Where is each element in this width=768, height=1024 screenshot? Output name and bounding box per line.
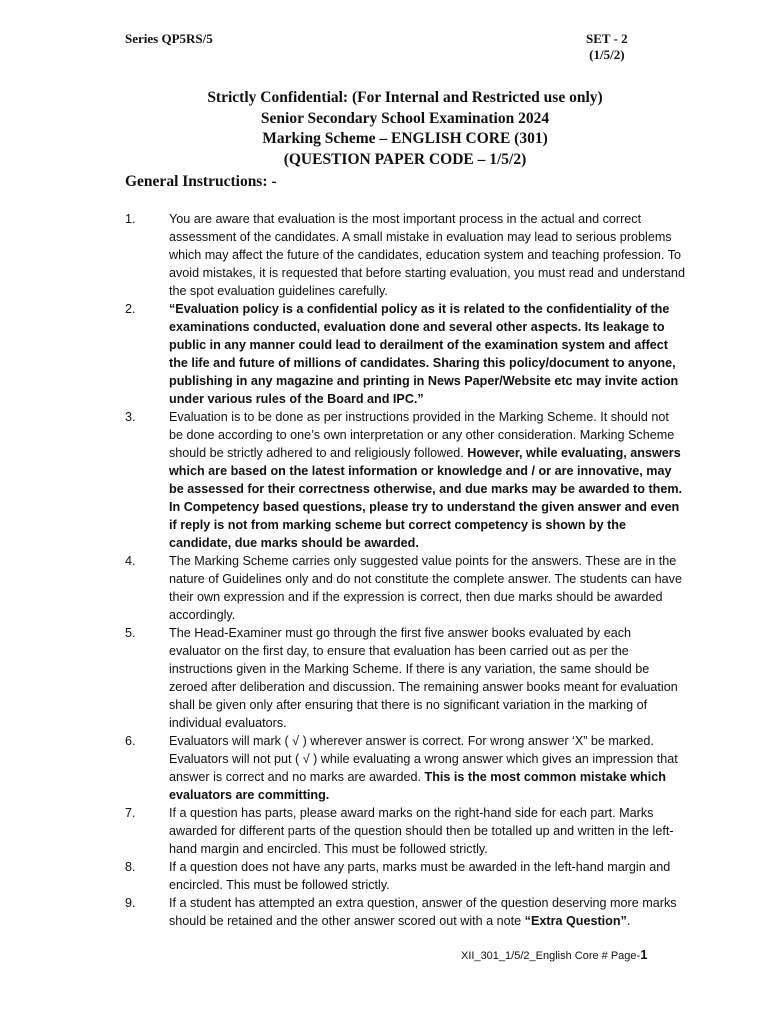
title-marking-scheme: Marking Scheme – ENGLISH CORE (301) xyxy=(262,130,548,147)
instruction-text xyxy=(169,300,685,408)
instruction-text-run: Evaluation is to be done as per instructions provided in the Marking Scheme. It should not be done according to one’s own interpretation or any other consideration. Marking Scheme should be strictly adhered to and religiously followed. xyxy=(169,410,675,460)
instruction-text-run: Evaluators will mark ( √ ) wherever answer is correct. For wrong answer ‘X” be marked. Evaluators will not put ( √ ) while evaluating a wrong answer which gives an impression that answer is correct and no marks are awarded. xyxy=(169,734,678,784)
instruction-text xyxy=(169,408,685,552)
instruction-item xyxy=(125,300,685,408)
title-paper-code: (QUESTION PAPER CODE – 1/5/2) xyxy=(283,150,527,168)
instruction-text-run: If a student has attempted an extra question, answer of the question deserving more marks should be retained and the other answer scored out with a note xyxy=(169,896,677,928)
instruction-text xyxy=(169,732,685,804)
instruction-text-run: You are aware that evaluation is the most important process in the actual and correct assessment of the candidates. A small mistake in evaluation may lead to serious problems which may affect the future of the candidates, education system and teaching profession. To avoid mistakes, it is requested that before starting evaluation, you must read and understand the spot evaluation guidelines carefully. xyxy=(169,212,685,298)
instruction-text xyxy=(169,894,685,930)
instruction-item xyxy=(125,732,685,804)
instruction-number: 9. xyxy=(125,896,136,910)
instruction-item xyxy=(125,894,685,930)
instruction-number: 5. xyxy=(125,626,136,640)
instruction-item xyxy=(125,210,685,300)
set-number: SET - 2 xyxy=(586,31,628,46)
instruction-text xyxy=(169,552,685,624)
title-exam: Senior Secondary School Examination 2024 xyxy=(260,109,550,127)
instruction-number: 1. xyxy=(125,212,136,226)
instruction-number: 6. xyxy=(125,734,136,748)
document-titles xyxy=(0,88,768,170)
instruction-item xyxy=(125,804,685,858)
instruction-item xyxy=(125,408,685,552)
instruction-text-run: The Head-Examiner must go through the first five answer books evaluated by each evaluator on the first day, to ensure that evaluation has been carried out as per the instructions given in the Marking Scheme. If there is any variation, the same should be zeroed after deliberation and discussion. The remaining answer books meant for evaluation shall be given only after ensuring that there is no significant variation in the marking of individual evaluators. xyxy=(169,626,678,730)
series-code: Series QP5RS/5 xyxy=(125,31,213,46)
instruction-text-run: The Marking Scheme carries only suggested value points for the answers. These are in the nature of Guidelines only and do not constitute the complete answer. The students can have their own expression and if the expression is correct, then due marks should be awarded accordingly. xyxy=(169,554,682,622)
instruction-number: 3. xyxy=(125,410,136,424)
instruction-text-bold: “Extra Question” xyxy=(524,914,627,928)
instructions-list xyxy=(125,210,685,930)
page-footer xyxy=(461,947,647,962)
instruction-text-bold: “Evaluation policy is a confidential policy as it is related to the confidentiality of the examinations conducted, evaluation done and several other aspects. Its leakage to public in any manner could lead to derailment of the examination system and affect the life and future of millions of candidates. Sharing this policy/document to anyone, publishing in any magazine and printing in News Paper/Website etc may invite action under various rules of the Board and IPC.” xyxy=(169,302,679,406)
instruction-text-bold: This is the most common mistake which evaluators are committing. xyxy=(169,770,666,802)
instruction-text-run: If a question has parts, please award marks on the right-hand side for each part. Marks awarded for different parts of the question should then be totalled up and written in the left-hand margin and encircled. This must be followed strictly. xyxy=(169,806,674,856)
instruction-text xyxy=(169,624,685,732)
instruction-number: 7. xyxy=(125,806,136,820)
set-label xyxy=(586,31,628,63)
instruction-item xyxy=(125,552,685,624)
instruction-text xyxy=(169,804,685,858)
instruction-text-run: . xyxy=(626,914,631,928)
instruction-text xyxy=(169,858,685,894)
instruction-text xyxy=(169,210,685,300)
footer-text: XII_301_1/5/2_English Core # Page- xyxy=(461,950,641,962)
instruction-number: 8. xyxy=(125,860,136,874)
set-code: (1/5/2) xyxy=(589,47,625,62)
page-number: 1 xyxy=(640,947,648,962)
title-confidential: Strictly Confidential: (For Internal and Restricted use only) xyxy=(207,89,603,106)
general-instructions-heading: General Instructions: - xyxy=(125,173,277,190)
instruction-number: 2. xyxy=(125,302,136,316)
instruction-item xyxy=(125,624,685,732)
instruction-number: 4. xyxy=(125,554,136,568)
instruction-text-bold: However, while evaluating, answers which are based on the latest information or knowledge and / or are innovative, may be assessed for their correctness otherwise, and due marks may be awarded to them. In Competency based questions, please try to understand the given answer and even if reply is not from marking scheme but correct competency is shown by the candidate, due marks should be awarded. xyxy=(169,446,683,550)
instruction-text-run: If a question does not have any parts, marks must be awarded in the left-hand margin and encircled. This must be followed strictly. xyxy=(169,860,671,892)
instruction-item xyxy=(125,858,685,894)
